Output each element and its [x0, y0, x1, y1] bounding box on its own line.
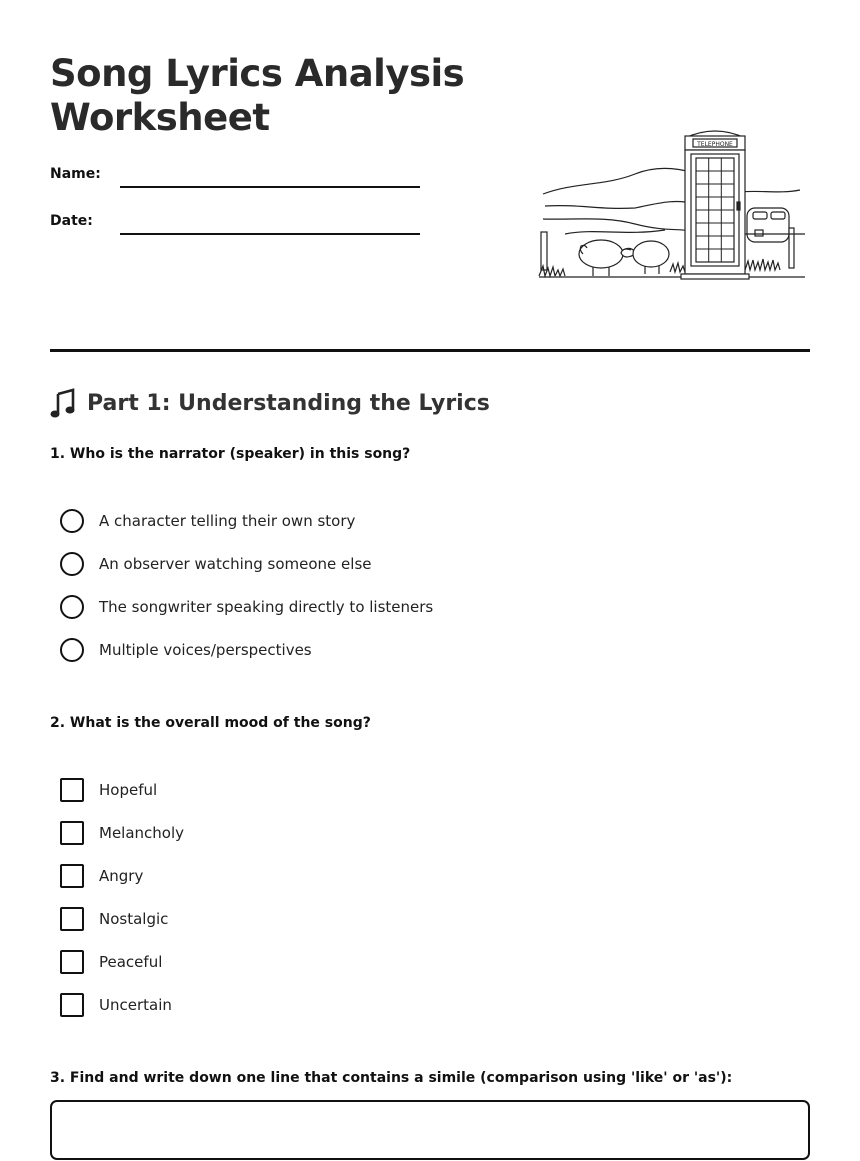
question-3: 3. Find and write down one line that contains a simile (comparison using 'like' or 'as'):	[50, 1070, 733, 1086]
title-line-1: Song Lyrics Analysis	[50, 52, 465, 95]
q2-option-label: Uncertain	[99, 996, 172, 1014]
q1-option-label: Multiple voices/perspectives	[99, 641, 312, 659]
section-divider	[50, 349, 810, 352]
music-note-icon	[50, 388, 76, 418]
date-field[interactable]	[120, 233, 420, 235]
checkbox[interactable]	[60, 993, 84, 1017]
checkbox[interactable]	[60, 778, 84, 802]
checkbox[interactable]	[60, 821, 84, 845]
radio-button[interactable]	[60, 638, 84, 662]
q2-option[interactable]	[60, 906, 168, 932]
part1-heading	[50, 388, 490, 418]
question-1: 1. Who is the narrator (speaker) in this song?	[50, 446, 411, 462]
name-field[interactable]	[120, 186, 420, 188]
checkbox[interactable]	[60, 864, 84, 888]
radio-button[interactable]	[60, 552, 84, 576]
q2-option-label: Melancholy	[99, 824, 185, 842]
q2-option[interactable]	[60, 820, 184, 846]
q1-option[interactable]	[60, 508, 355, 534]
radio-button[interactable]	[60, 595, 84, 619]
date-label: Date:	[50, 213, 93, 229]
q2-option-label: Hopeful	[99, 781, 158, 799]
q2-option-label: Nostalgic	[99, 910, 169, 928]
q1-option[interactable]	[60, 551, 372, 577]
q1-option-label: A character telling their own story	[99, 512, 356, 530]
part1-heading-text: Part 1: Understanding the Lyrics	[87, 390, 490, 416]
title-line-2: Worksheet	[50, 96, 270, 139]
question-2: 2. What is the overall mood of the song?	[50, 715, 371, 731]
q2-option-label: Angry	[99, 867, 144, 885]
q2-option[interactable]	[60, 863, 143, 889]
checkbox[interactable]	[60, 907, 84, 931]
q1-option[interactable]	[60, 594, 433, 620]
radio-button[interactable]	[60, 509, 84, 533]
q3-answer-box[interactable]	[50, 1100, 810, 1160]
telephone-box-illustration	[535, 124, 810, 284]
q2-option[interactable]	[60, 777, 157, 803]
q1-option-label: The songwriter speaking directly to listeners	[99, 598, 434, 616]
q2-option[interactable]	[60, 949, 162, 975]
telephone-sign: TELEPHONE	[697, 141, 733, 148]
name-label: Name:	[50, 166, 101, 182]
q1-option-label: An observer watching someone else	[99, 555, 372, 573]
q2-option-label: Peaceful	[99, 953, 163, 971]
q1-option[interactable]	[60, 637, 312, 663]
worksheet-title	[50, 52, 464, 140]
q2-option[interactable]	[60, 992, 172, 1018]
checkbox[interactable]	[60, 950, 84, 974]
